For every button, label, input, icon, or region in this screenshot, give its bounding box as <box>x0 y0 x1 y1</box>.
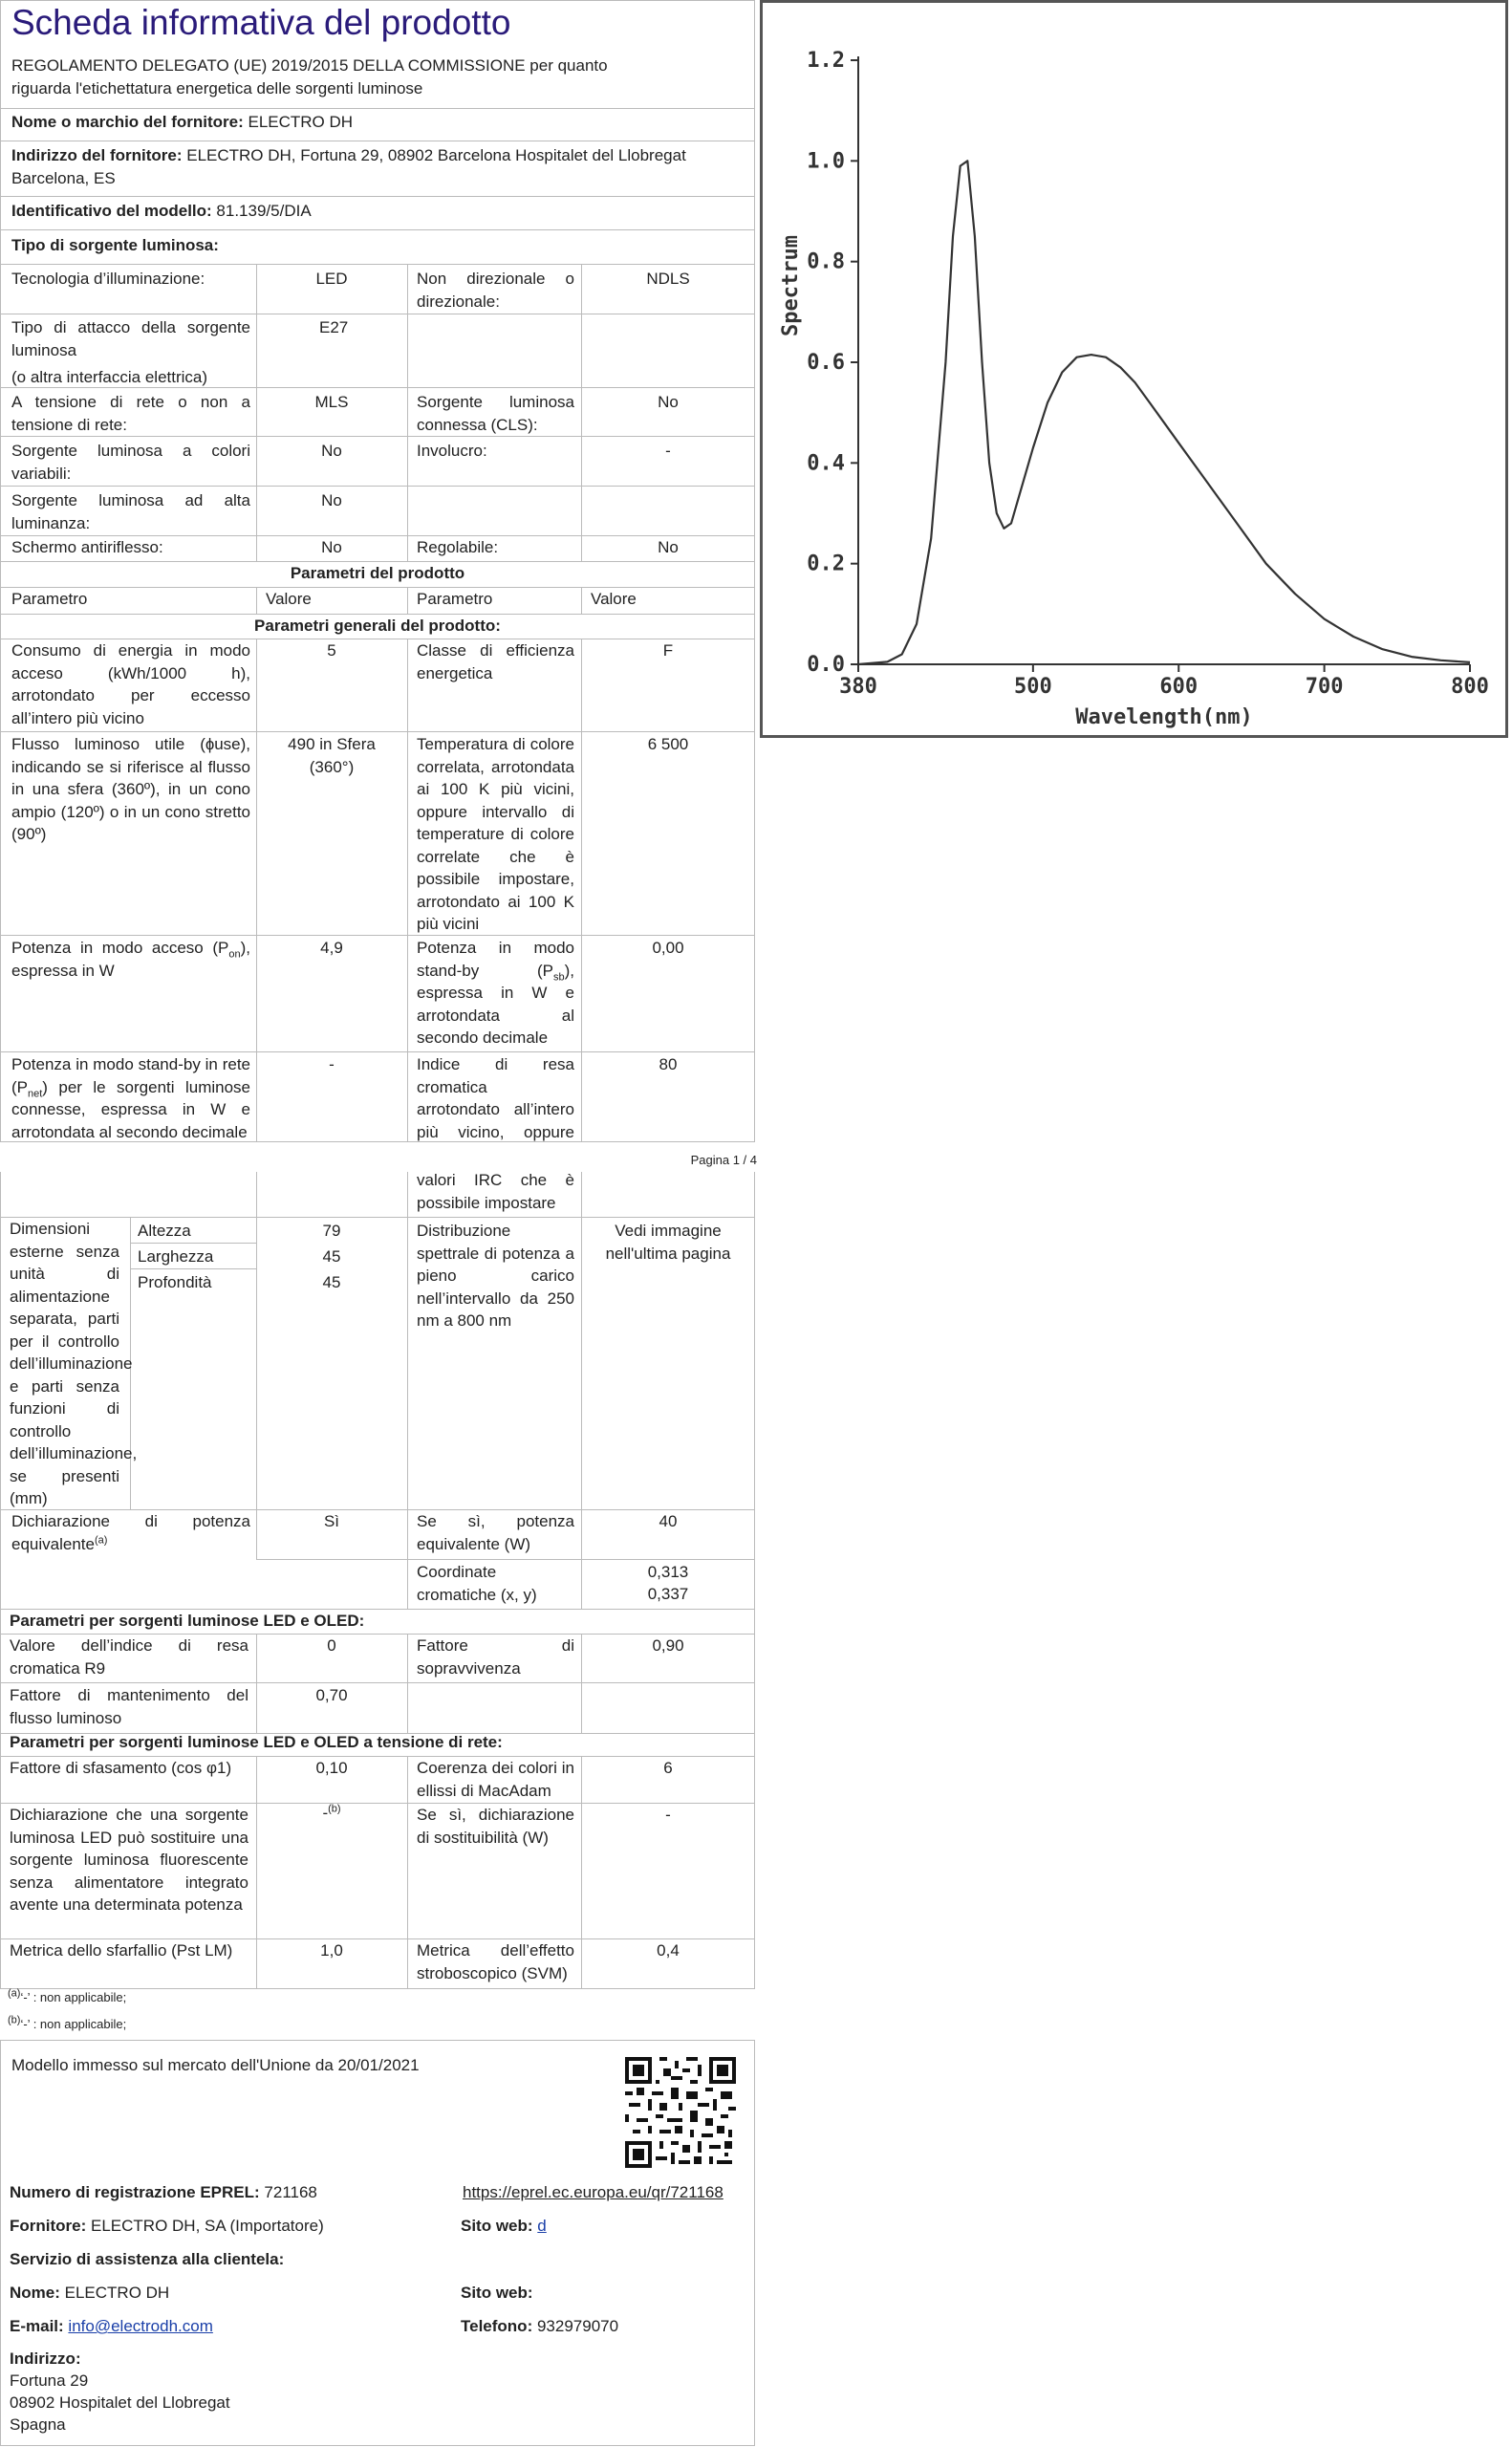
email-link[interactable]: info@electrodh.com <box>68 2317 213 2335</box>
replace-label: Dichiarazione che una sorgente luminosa LED può sostituire una sorgente luminosa fluorescente senza alimentatore integrato avente una determinata potenza <box>10 1806 248 1914</box>
spd-label: Distribuzione spettrale di potenza a pieno carico nell’intervallo da 250 nm a 800 nm <box>417 1222 574 1330</box>
eprel-label: Numero di registrazione EPREL: <box>10 2183 260 2201</box>
class-label: Classe di efficienza energetica <box>417 641 574 682</box>
qr-code-icon[interactable] <box>625 2057 736 2168</box>
general-heading: Parametri generali del prodotto: <box>254 617 501 635</box>
divider <box>0 229 755 230</box>
col-line <box>407 264 408 561</box>
address-value: ELECTRO DH, Fortuna 29, 08902 Barcelona Hospitalet del Llobregat Barcelona, ES <box>11 146 686 187</box>
replace-sup: (b) <box>328 1803 341 1815</box>
equiv-label <box>11 1510 250 1555</box>
footnote-b-sup: (b) <box>8 2014 21 2026</box>
energy-value: 5 <box>327 641 336 660</box>
addr-label: Indirizzo: <box>10 2350 81 2368</box>
phone-value: 932979070 <box>536 2317 619 2335</box>
replace-value-text: - <box>322 1804 329 1822</box>
envelope-label: Involucro: <box>417 442 487 460</box>
eprel-value: 721168 <box>264 2183 317 2201</box>
footnote-b-text: ‘-’ : non applicabile; <box>20 2017 127 2031</box>
divider <box>0 1051 755 1052</box>
col-line <box>407 1756 408 1988</box>
equiv-w-value: 40 <box>659 1512 678 1530</box>
pnet-label-a: Potenza in modo stand-by in rete (P <box>11 1055 250 1096</box>
energy-label: Consumo di energia in modo acceso (kWh/1000 h), arrotondato per eccesso all’intero più vicino <box>11 641 250 727</box>
col-line <box>407 639 408 1142</box>
colour-value: No <box>321 442 342 460</box>
dimmable-label: Regolabile: <box>417 538 499 556</box>
eprel-link[interactable]: https://eprel.ec.europa.eu/qr/721168 <box>463 2183 724 2201</box>
replace-value <box>256 1802 407 1825</box>
divider <box>0 1988 755 1989</box>
footer-web-link[interactable]: d <box>537 2217 547 2235</box>
spectrum-series-line <box>858 161 1470 664</box>
divider <box>0 731 755 732</box>
service-name-value: ELECTRO DH <box>64 2284 170 2302</box>
psb-label-a: Potenza in modo stand-by (P <box>417 939 574 980</box>
footer-web-row <box>461 2215 547 2238</box>
pnet-sub: net <box>28 1087 43 1099</box>
tech-value: LED <box>315 270 348 288</box>
footer-supplier-row <box>10 2215 324 2238</box>
cct-value: 6 500 <box>647 735 689 753</box>
psb-value: 0,00 <box>652 939 684 957</box>
svm-value: 0,4 <box>657 1941 680 1960</box>
page-left-border <box>0 1172 1 1988</box>
pnet-label <box>11 1053 250 1143</box>
col-line <box>256 587 257 614</box>
supplier-label: Nome o marchio del fornitore: <box>11 113 244 131</box>
service-name-label: Nome: <box>10 2284 60 2302</box>
survival-label: Fattore di sopravvivenza <box>417 1636 574 1678</box>
col-line <box>581 1172 582 1559</box>
address-label: Indirizzo del fornitore: <box>11 146 183 164</box>
psb-label-b: ), espressa in W e arrotondata al secondo decimale <box>417 961 574 1047</box>
cct-label: Temperatura di colore correlata, arrotondata ai 100 K più vicini, oppure intervallo di temperature di colore correlate che è possibile impostare, arrotondato ai 100 K più vicini <box>417 735 574 933</box>
class-value: F <box>662 641 674 660</box>
r9-label: Valore dell’indice di resa cromatica R9 <box>10 1636 248 1678</box>
cri-label-cont: valori IRC che è possibile impostare <box>417 1171 574 1212</box>
cap-label: Tipo di attacco della sorgente luminosa <box>11 318 250 359</box>
y-tick-label: 1.2 <box>807 49 845 73</box>
col-header-param-1: Parametro <box>11 590 88 608</box>
divider <box>130 1243 256 1244</box>
y-axis-label: Spectrum <box>779 235 803 336</box>
r9-value: 0 <box>327 1636 336 1655</box>
x-tick-label: 380 <box>839 675 877 699</box>
divider <box>0 108 755 109</box>
footnote-a <box>8 1987 127 2005</box>
footer-supplier-label: Fornitore: <box>10 2217 87 2235</box>
pon-label-b: ), espressa in W <box>11 939 250 980</box>
phone-row <box>461 2315 618 2338</box>
divider <box>0 264 755 265</box>
divider <box>0 196 755 197</box>
macadam-value: 6 <box>663 1759 673 1777</box>
equiv-sup: (a) <box>94 1533 108 1546</box>
divider <box>0 436 755 437</box>
flux-label: Flusso luminoso utile (ɸuse), indicando se si riferisce al flusso in una sfera (360º), in un cono ampio (120º) o in un cono stretto (90º) <box>11 735 250 843</box>
footnote-a-text: ‘-’ : non applicabile; <box>20 1990 127 2004</box>
x-value: 0,313 <box>647 1563 689 1581</box>
email-label: E-mail: <box>10 2317 64 2335</box>
page-number: Pagina 1 / 4 <box>690 1153 757 1167</box>
xy-label: Coordinate cromatiche (x, y) <box>417 1563 537 1604</box>
height-label: Altezza <box>138 1222 191 1240</box>
y-tick-label: 1.0 <box>807 149 845 174</box>
depth-label: Profondità <box>138 1273 212 1291</box>
divider <box>0 587 755 588</box>
replace-w-label: Se sì, dichiarazione di sostituibilità (W) <box>417 1806 574 1847</box>
divider <box>130 1268 256 1269</box>
width-value: 45 <box>322 1247 341 1266</box>
addr-line-3: Spagna <box>10 2415 66 2434</box>
survival-value: 0,90 <box>652 1636 684 1655</box>
height-value: 79 <box>322 1222 341 1240</box>
col-line <box>407 587 408 614</box>
width-label: Larghezza <box>138 1247 214 1266</box>
divider <box>0 935 755 936</box>
equiv-value: Sì <box>323 1512 340 1530</box>
supplier-value: ELECTRO DH <box>248 113 354 131</box>
equiv-w-label: Se sì, potenza equivalente (W) <box>417 1512 574 1553</box>
service-name-row <box>10 2282 169 2305</box>
y-tick-label: 0.2 <box>807 552 845 576</box>
cls-label: Sorgente luminosa connessa (CLS): <box>417 393 574 434</box>
col-header-param-2: Parametro <box>417 590 493 608</box>
params-heading: Parametri del prodotto <box>290 564 465 582</box>
dimmable-value: No <box>658 538 679 556</box>
cap-value: E27 <box>319 318 349 336</box>
model-row <box>11 200 738 223</box>
cls-value: No <box>658 393 679 411</box>
col-line <box>407 1634 408 1733</box>
depth-value: 45 <box>322 1273 341 1291</box>
cos-value: 0,10 <box>315 1759 348 1777</box>
x-tick-label: 700 <box>1305 675 1344 699</box>
led-heading: Parametri per sorgenti luminose LED e OLED: <box>10 1612 365 1630</box>
cri-label: Indice di resa cromatica arrotondato all’intero più vicino, oppure <box>417 1055 574 1141</box>
phone-label: Telefono: <box>461 2317 533 2335</box>
col-line <box>407 1172 408 1559</box>
ndls-value: NDLS <box>646 270 690 288</box>
maint-label: Fattore di mantenimento del flusso luminoso <box>10 1686 248 1727</box>
footer-supplier-value: ELECTRO DH, SA (Importatore) <box>91 2217 324 2235</box>
colour-label: Sorgente luminosa a colori variabili: <box>11 442 250 483</box>
col-line <box>581 587 582 614</box>
envelope-value: - <box>665 442 671 460</box>
y-tick-label: 0.4 <box>807 451 845 476</box>
pon-sub: on <box>228 948 241 961</box>
x-tick-label: 800 <box>1451 675 1489 699</box>
x-tick-label: 500 <box>1013 675 1052 699</box>
flux-value: 490 in Sfera (360°) <box>288 735 376 776</box>
x-axis-label: Wavelength(nm) <box>1075 705 1253 729</box>
model-label: Identificativo del modello: <box>11 202 212 220</box>
glare-label: Schermo antiriflesso: <box>11 538 163 556</box>
market-date: Modello immesso sul mercato dell'Unione da 20/01/2021 <box>11 2056 420 2074</box>
macadam-label: Coerenza dei colori in ellissi di MacAdam <box>417 1759 574 1800</box>
mls-heading: Parametri per sorgenti luminose LED e OLED a tensione di rete: <box>10 1733 503 1751</box>
cos-label: Fattore di sfasamento (cos φ1) <box>10 1759 232 1777</box>
y-value: 0,337 <box>647 1585 689 1603</box>
source-type-heading: Tipo di sorgente luminosa: <box>11 236 219 254</box>
svm-label: Metrica dell’effetto stroboscopico (SVM) <box>417 1941 574 1982</box>
maint-value: 0,70 <box>315 1686 348 1704</box>
psb-label <box>417 937 574 1050</box>
replace-w-value: - <box>665 1806 671 1824</box>
tech-label: Tecnologia d’illuminazione: <box>11 270 205 288</box>
mains-value: MLS <box>314 393 349 411</box>
spd-value: Vedi immagine nell'ultima pagina <box>605 1222 731 1263</box>
high-lum-label: Sorgente luminosa ad alta luminanza: <box>11 491 250 532</box>
addr-line-1: Fortuna 29 <box>10 2371 89 2390</box>
spectrum-chart <box>763 3 1505 735</box>
glare-value: No <box>321 538 342 556</box>
flicker-value: 1,0 <box>320 1941 343 1960</box>
equiv-label-text: Dichiarazione di potenza equivalente <box>11 1512 250 1553</box>
email-row <box>10 2315 213 2338</box>
pnet-value: - <box>329 1055 335 1073</box>
psb-sub: sb <box>552 970 565 983</box>
footnote-b <box>8 2014 127 2032</box>
regulation-text: REGOLAMENTO DELEGATO (UE) 2019/2015 DELLA COMMISSIONE per quanto riguarda l'etichettatura energetica delle sorgenti luminose <box>11 56 608 97</box>
x-tick-label: 600 <box>1159 675 1199 699</box>
high-lum-value: No <box>321 491 342 509</box>
pon-value: 4,9 <box>320 939 343 957</box>
y-tick-label: 0.0 <box>807 653 845 677</box>
service-heading: Servizio di assistenza alla clientela: <box>10 2250 285 2268</box>
divider <box>0 1682 755 1683</box>
service-web-label: Sito web: <box>461 2284 533 2302</box>
address-row <box>11 144 747 189</box>
col-header-value-1: Valore <box>266 590 312 608</box>
footnote-a-sup: (a) <box>8 1987 21 2000</box>
eprel-row <box>10 2181 317 2204</box>
pon-label <box>11 937 250 982</box>
cri-value: 80 <box>659 1055 678 1073</box>
addr-line-2: 08902 Hospitalet del Llobregat <box>10 2393 230 2412</box>
dims-label: Dimensioni esterne senza unità di alimentazione separata, parti per il controllo dell’illuminazione e parti senza funzioni di controllo dell’illuminazione, se presenti (mm) <box>10 1220 138 1507</box>
ndls-label: Non direzionale o direzionale: <box>417 270 574 311</box>
flicker-label: Metrica dello sfarfallio (Pst LM) <box>10 1941 233 1960</box>
col-line <box>407 1559 408 1609</box>
model-value: 81.139/5/DIA <box>216 202 312 220</box>
page-gap <box>0 1143 765 1172</box>
col-header-value-2: Valore <box>591 590 637 608</box>
page-title: Scheda informativa del prodotto <box>11 3 511 42</box>
divider <box>256 1559 755 1560</box>
y-tick-label: 0.6 <box>807 351 845 375</box>
pnet-label-b: ) per le sorgenti luminose connesse, espressa in W e arrotondata al secondo decimale <box>11 1077 250 1141</box>
mains-label: A tensione di rete o non a tensione di rete: <box>11 393 250 434</box>
y-tick-label: 0.8 <box>807 249 845 274</box>
pon-label-a: Potenza in modo acceso (P <box>11 939 229 957</box>
divider <box>0 486 755 487</box>
supplier-row <box>11 111 738 134</box>
footer-web-label: Sito web: <box>461 2217 533 2235</box>
cap-label-2: (o altra interfaccia elettrica) <box>11 368 208 386</box>
